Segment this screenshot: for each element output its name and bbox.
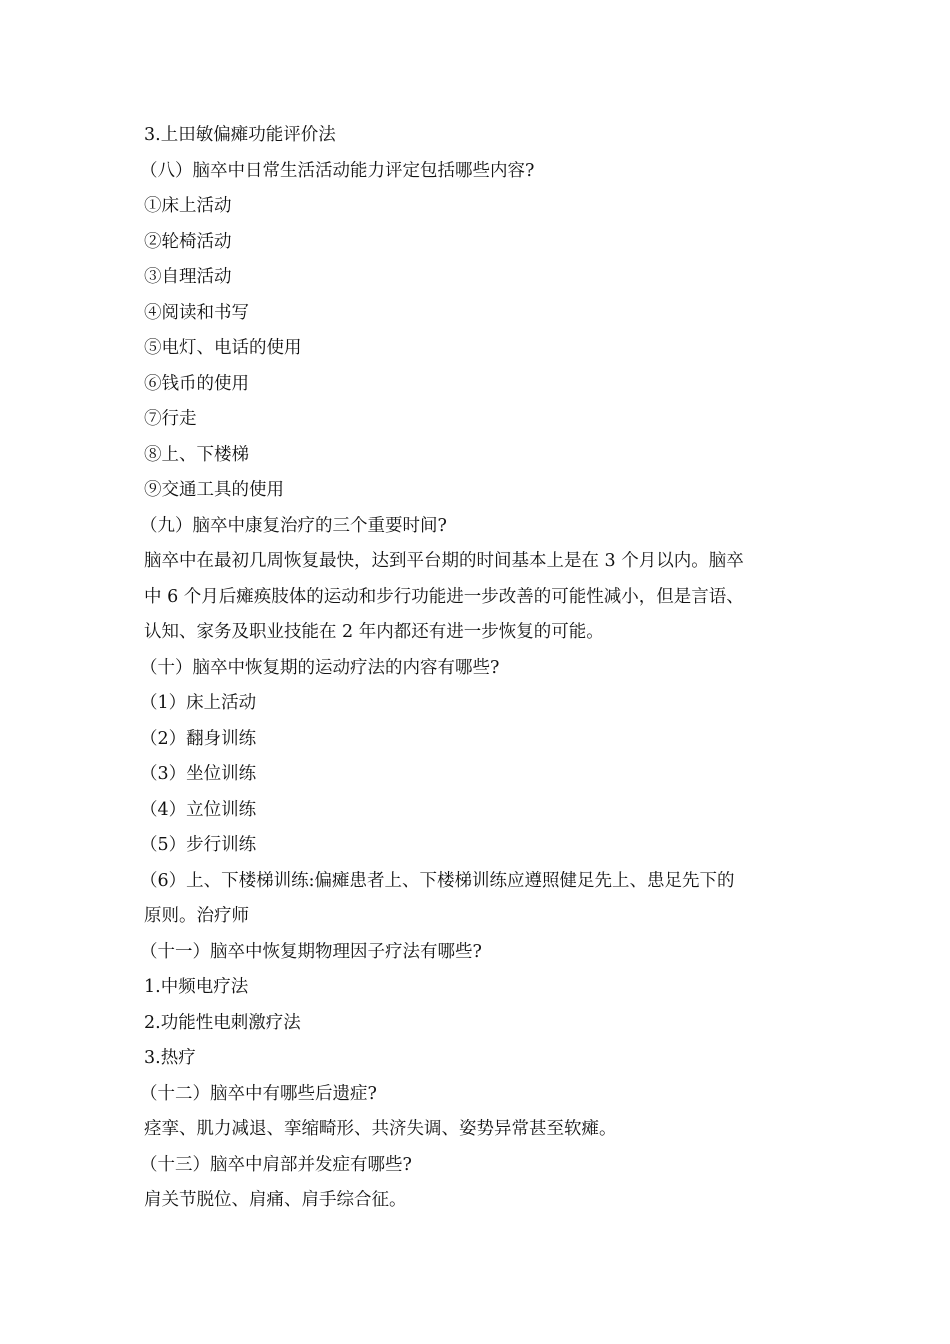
list-item-paren-3: （3）坐位训练 — [140, 764, 257, 784]
list-item-circled-3: ③自理活动 — [144, 267, 232, 287]
list-item-circled-8: ⑧上、下楼梯 — [144, 444, 249, 465]
list-item-circled-4: ④阅读和书写 — [144, 302, 249, 323]
list-item-paren-2: （2）翻身训练 — [140, 728, 257, 749]
answer-line: 痉挛、肌力减退、挛缩畸形、共济失调、姿势异常甚至软瘫。 — [144, 1119, 617, 1139]
paragraph-line: 脑卒中在最初几周恢复最快，达到平台期的时间基本上是在 3 个月以内。脑卒 — [144, 551, 744, 571]
list-item-circled-6: ⑥钱币的使用 — [144, 373, 249, 394]
list-item-therapy-1: 1.中频电疗法 — [144, 977, 249, 997]
paragraph-line: 认知、家务及职业技能在 2 年内都还有进一步恢复的可能。 — [144, 622, 604, 642]
list-item-paren-5: （5）步行训练 — [140, 835, 257, 855]
list-item-method-3: 3.上田敏偏瘫功能评价法 — [144, 125, 336, 145]
list-item-circled-7: ⑦行走 — [144, 409, 197, 429]
question-heading-13: （十三）脑卒中肩部并发症有哪些? — [140, 1154, 412, 1175]
list-item-circled-2: ②轮椅活动 — [144, 231, 232, 252]
list-item-circled-5: ⑤电灯、电话的使用 — [144, 338, 302, 358]
question-heading-10: （十）脑卒中恢复期的运动疗法的内容有哪些? — [140, 657, 500, 678]
question-heading-9: （九）脑卒中康复治疗的三个重要时间? — [140, 515, 447, 536]
list-item-therapy-3: 3.热疗 — [144, 1048, 196, 1068]
list-item-therapy-2: 2.功能性电刺激疗法 — [144, 1012, 301, 1033]
list-item-circled-1: ①床上活动 — [144, 196, 232, 216]
paragraph-line: 中 6 个月后瘫痪肢体的运动和步行功能进一步改善的可能性减小，但是言语、 — [144, 586, 744, 607]
list-item-paren-4: （4）立位训练 — [140, 799, 257, 820]
answer-line: 肩关节脱位、肩痛、肩手综合征。 — [144, 1190, 407, 1210]
paragraph-line: 原则。治疗师 — [144, 906, 249, 926]
list-item-paren-6: （6）上、下楼梯训练:偏瘫患者上、下楼梯训练应遵照健足先上、患足先下的 — [140, 870, 735, 891]
question-heading-8: （八）脑卒中日常生活活动能力评定包括哪些内容? — [140, 160, 535, 181]
question-heading-12: （十二）脑卒中有哪些后遗症? — [140, 1083, 377, 1104]
list-item-circled-9: ⑨交通工具的使用 — [144, 480, 284, 500]
list-item-paren-1: （1）床上活动 — [140, 693, 257, 713]
document-body — [140, 118, 814, 1219]
question-heading-11: （十一）脑卒中恢复期物理因子疗法有哪些? — [140, 941, 482, 962]
